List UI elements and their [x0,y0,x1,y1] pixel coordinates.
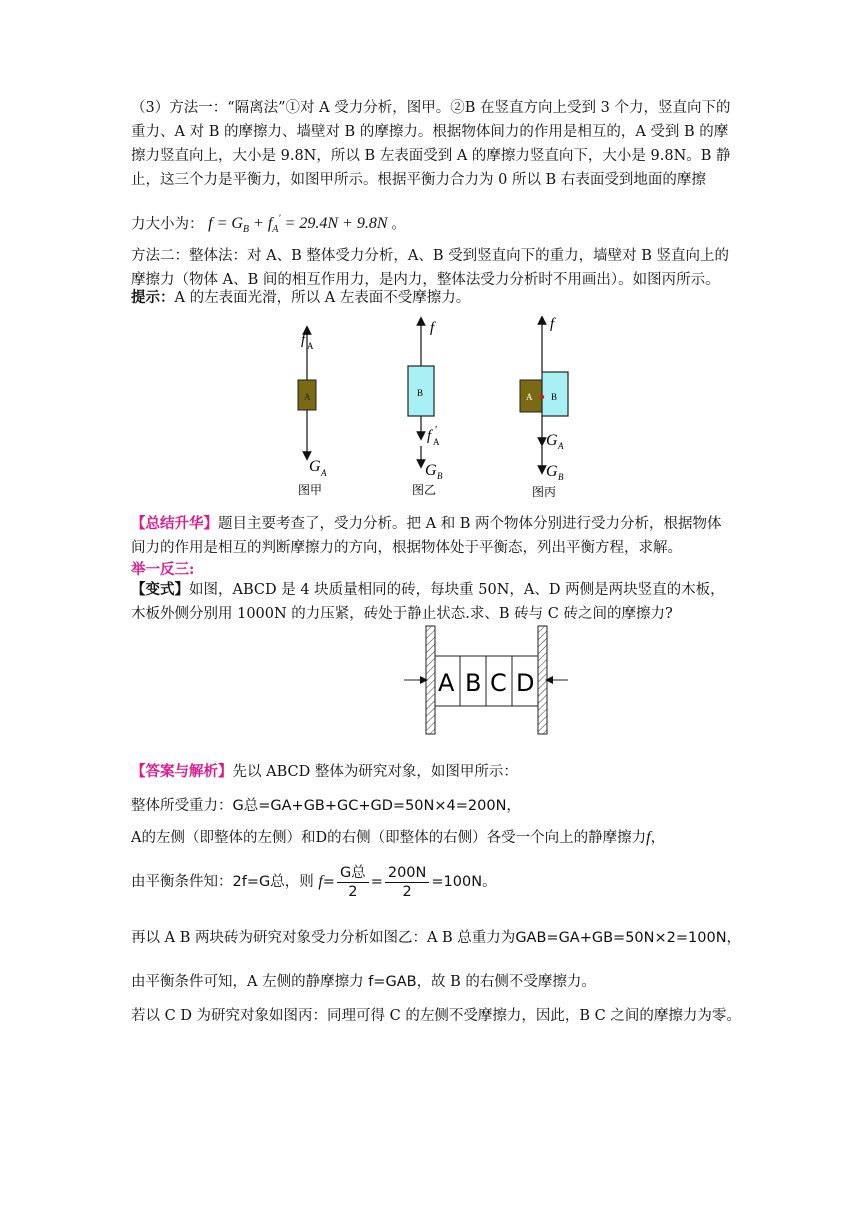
fraction-2: $\frac{200N}{2}$ [385,864,430,901]
friction-result-label: 力大小为： [131,216,204,233]
tip-line [131,286,736,310]
friction-result-line [131,208,736,243]
equation-end: 。 [391,216,407,233]
tip-text: A 的左表面光滑，所以 A 左表面不受摩擦力。 [174,290,471,306]
friction-line: A的左侧（即整体的左侧）和D的右侧（即整体的右侧）各受一个向上的静摩擦力f， [131,829,666,846]
force-diagrams-figure [280,316,600,500]
answer-intro: 先以 ABCD 整体为研究对象，如图甲所示： [232,764,518,780]
brick-a: A [438,669,455,697]
svg-text:A: A [558,441,564,451]
method-one-paragraph: （3）方法一：“隔离法”①对 A 受力分析，图甲。②B 在竖直方向上受到 3 个力，竖直向下的重力、A 对 B 的摩擦力、墙壁对 B 的摩擦力。根据物体间力的作用是相互的，A 受到 B 的摩擦力竖直向上，大小是 9.8N，所以 B 左表面受到 A 的摩擦力竖直向下，大小是 9.8N。B 静止，这三个力是平衡力，如图甲所示。根据平衡力合力为 0 所以 B 右表面受到地面的摩擦 [131,100,731,188]
svg-text:f: f [430,320,435,336]
svg-text:B: B [558,472,564,482]
svg-text:f: f [301,332,306,348]
gravity-equation: G总=GA+GB+GC+GD=50N×4=200N， [232,798,521,814]
variant-paragraph [131,578,736,626]
brick-d: D [516,669,535,697]
caption-yi: 图乙 [412,483,437,497]
ab-friction-equation: f=GAB [368,974,417,990]
svg-text:B: B [437,471,443,481]
diagram-jia [298,330,327,497]
caption-jia: 图甲 [298,483,323,497]
diagram-bing [520,316,568,499]
right-board [538,626,547,734]
friction-equation: $f = G_B + f_A' = 29.4N + 9.8N$ [208,214,388,236]
svg-text:A: A [433,437,440,447]
bricks-figure [400,622,580,738]
fraction-1: $\frac{\text{G总}}{2}$ [337,864,369,901]
svg-text:A: A [307,341,314,351]
cd-line: 若以 C D 为研究对象如图丙：同理可得 C 的左侧不受摩擦力，因此，B C 之间的摩擦力为零。 [131,1008,741,1024]
left-board [426,626,435,734]
svg-text:G: G [546,432,558,449]
caption-bing: 图丙 [532,485,557,499]
svg-text:A: A [526,392,533,402]
method-two-paragraph: 方法二：整体法：对 A、B 整体受力分析，A、B 受到竖直向下的重力，墙壁对 B 竖直向上的摩擦力（物体 A、B 间的相互作用力，是内力，整体法受力分析时不用画出）。如图丙所示。 [131,248,729,288]
svg-text:f: f [550,316,555,332]
answer-intro-line [131,760,736,784]
svg-text:′: ′ [435,424,438,436]
svg-text:G: G [309,458,321,475]
ab-gravity-equation: GAB=GA+GB=50N×2=100N， [515,930,742,946]
svg-text:G: G [546,463,558,480]
svg-text:B: B [417,388,424,398]
tip-label: 提示： [131,289,175,306]
svg-text:G: G [425,462,437,479]
variant-text: 如图，ABCD 是 4 块质量相同的砖，每块重 50N，A、D 两侧是两块竖直的木板，木板外侧分别用 1000N 的力压紧，砖处于静止状态.求、B 砖与 C 砖之间的摩擦力? [131,582,725,622]
svg-text:A: A [304,392,311,402]
gravity-line: 整体所受重力：G总=GA+GB+GC+GD=50N×4=200N， [131,798,521,814]
summary-text: 题目主要考查了，受力分析。把 A 和 B 两个物体分别进行受力分析，根据物体间力的作用是相互的判断摩擦力的方向，根据物体处于平衡态，列出平衡方程，求解。 [131,516,722,556]
svg-text:A: A [321,468,327,478]
diagram-yi [408,320,443,497]
ab-gravity-line: 再以 A B 两块砖为研究对象受力分析如图乙：A B 总重力为GAB=GA+GB=50N×2=100N， [131,930,742,946]
summary-label: 【总结升华】 [131,515,218,532]
balance-line: 由平衡条件知：2f=G总，则 f= $\frac{\text{G总}}{2}$ = $\frac{200N}{2}$ =100N。 [131,864,497,900]
practice-label: 举一反三: [131,561,195,578]
svg-text:B: B [551,392,558,402]
brick-c: C [490,669,507,697]
ab-friction-line: 由平衡条件可知，A 左侧的静摩擦力 f=GAB，故 B 的右侧不受摩擦力。 [131,974,596,990]
svg-text:f: f [427,428,432,444]
balance-equation: 2f=G总 [232,874,285,890]
summary-paragraph [131,512,736,560]
variant-label: 【变式】 [131,581,189,598]
brick-b: B [465,669,482,697]
answer-label: 【答案与解析】 [131,763,233,780]
